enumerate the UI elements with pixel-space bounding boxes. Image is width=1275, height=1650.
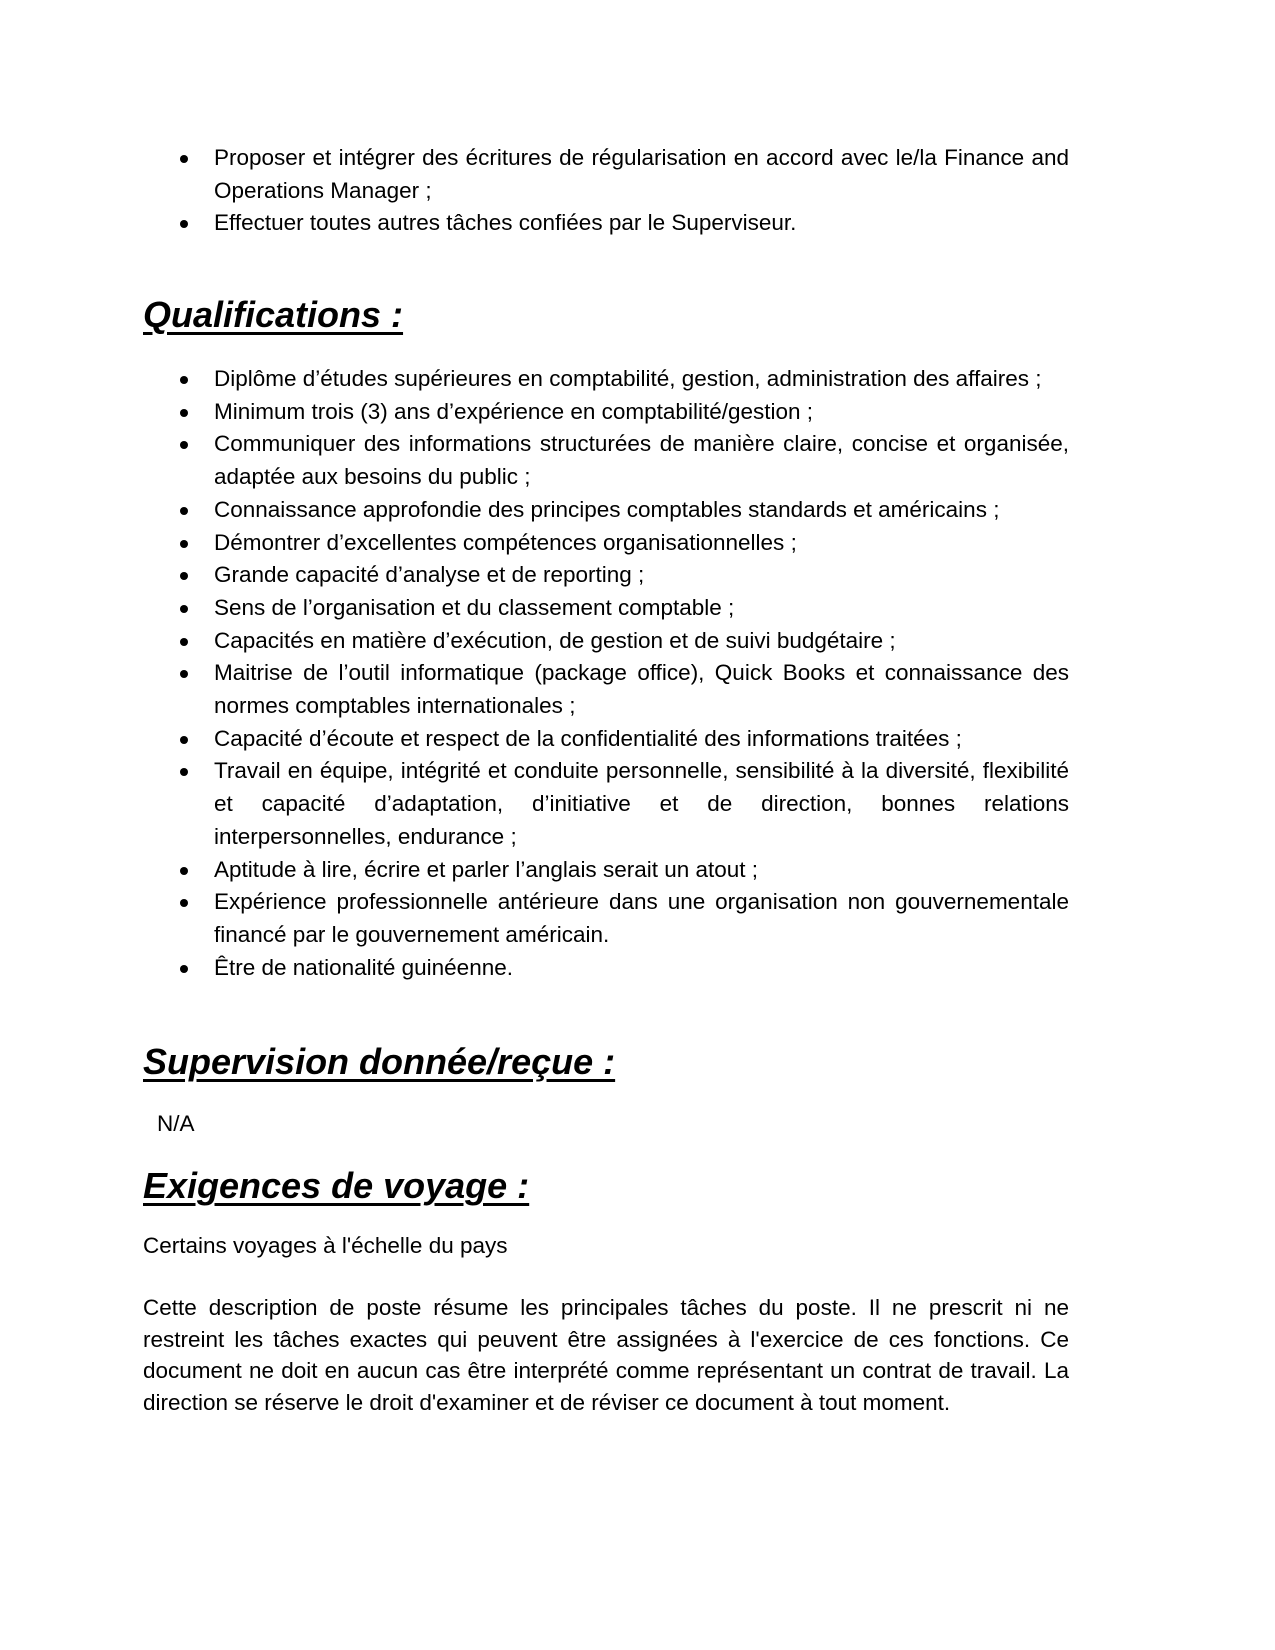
list-item: Aptitude à lire, écrire et parler l’anglais serait un atout ; bbox=[143, 854, 1069, 887]
travel-section bbox=[143, 1164, 1069, 1208]
bullet-icon bbox=[180, 441, 188, 449]
list-item: Grande capacité d’analyse et de reporting ; bbox=[143, 559, 1069, 592]
list-item: Capacité d’écoute et respect de la confidentialité des informations traitées ; bbox=[143, 723, 1069, 756]
supervision-heading: Supervision donnée/reçue : bbox=[143, 1041, 616, 1082]
qualifications-list-container bbox=[143, 363, 1069, 984]
qualifications-section bbox=[143, 293, 1069, 337]
list-item: Travail en équipe, intégrité et conduite personnelle, sensibilité à la diversité, flexibilité et capacité d’adaptation, d’initiative et de direction, bonnes relations interpersonnelles, endurance ; bbox=[143, 755, 1069, 853]
bullet-icon bbox=[180, 965, 188, 973]
bullet-icon bbox=[180, 572, 188, 580]
bullet-icon bbox=[180, 507, 188, 515]
disclaimer-paragraph: Cette description de poste résume les principales tâches du poste. Il ne prescrit ni ne restreint les tâches exactes qui peuvent être assignées à l'exercice de ces fonctions. Ce document ne doit en aucun cas être interprété comme représentant un contrat de travail. La direction se réserve le droit d'examiner et de réviser ce document à tout moment. bbox=[143, 1295, 1069, 1415]
list-item: Être de nationalité guinéenne. bbox=[143, 952, 1069, 985]
list-item: Capacités en matière d’exécution, de gestion et de suivi budgétaire ; bbox=[143, 625, 1069, 658]
list-item: Proposer et intégrer des écritures de régularisation en accord avec le/la Finance and Operations Manager ; bbox=[143, 142, 1069, 207]
travel-value: Certains voyages à l'échelle du pays bbox=[143, 1233, 508, 1258]
bullet-icon bbox=[180, 376, 188, 384]
list-item: Démontrer d’excellentes compétences organisationnelles ; bbox=[143, 527, 1069, 560]
bullet-icon bbox=[180, 867, 188, 875]
bullet-icon bbox=[180, 768, 188, 776]
travel-heading: Exigences de voyage : bbox=[143, 1165, 530, 1206]
supervision-section bbox=[143, 1040, 1069, 1084]
bullet-icon bbox=[180, 899, 188, 907]
supervision-value-container bbox=[157, 1108, 1083, 1140]
list-item: Communiquer des informations structurées de manière claire, concise et organisée, adaptée aux besoins du public ; bbox=[143, 428, 1069, 493]
bullet-icon bbox=[180, 638, 188, 646]
bullet-icon bbox=[180, 409, 188, 417]
bullet-icon bbox=[180, 540, 188, 548]
list-item: Maitrise de l’outil informatique (package office), Quick Books et connaissance des normes comptables internationales ; bbox=[143, 657, 1069, 722]
disclaimer-container bbox=[143, 1292, 1069, 1418]
list-item: Sens de l’organisation et du classement comptable ; bbox=[143, 592, 1069, 625]
bullet-icon bbox=[180, 605, 188, 613]
list-item: Effectuer toutes autres tâches confiées par le Superviseur. bbox=[143, 207, 1069, 240]
qualifications-list bbox=[143, 363, 1069, 984]
bullet-icon bbox=[180, 670, 188, 678]
list-item: Minimum trois (3) ans d’expérience en comptabilité/gestion ; bbox=[143, 396, 1069, 429]
list-item: Diplôme d’études supérieures en comptabilité, gestion, administration des affaires ; bbox=[143, 363, 1069, 396]
bullet-icon bbox=[180, 155, 188, 163]
qualifications-heading: Qualifications : bbox=[143, 294, 404, 335]
responsibilities-list-continued bbox=[143, 142, 1069, 240]
list-item: Connaissance approfondie des principes comptables standards et américains ; bbox=[143, 494, 1069, 527]
supervision-value: N/A bbox=[157, 1111, 195, 1136]
list-item: Expérience professionnelle antérieure dans une organisation non gouvernementale financé par le gouvernement américain. bbox=[143, 886, 1069, 951]
bullet-icon bbox=[180, 736, 188, 744]
bullet-icon bbox=[180, 220, 188, 228]
travel-value-container bbox=[143, 1230, 1069, 1262]
